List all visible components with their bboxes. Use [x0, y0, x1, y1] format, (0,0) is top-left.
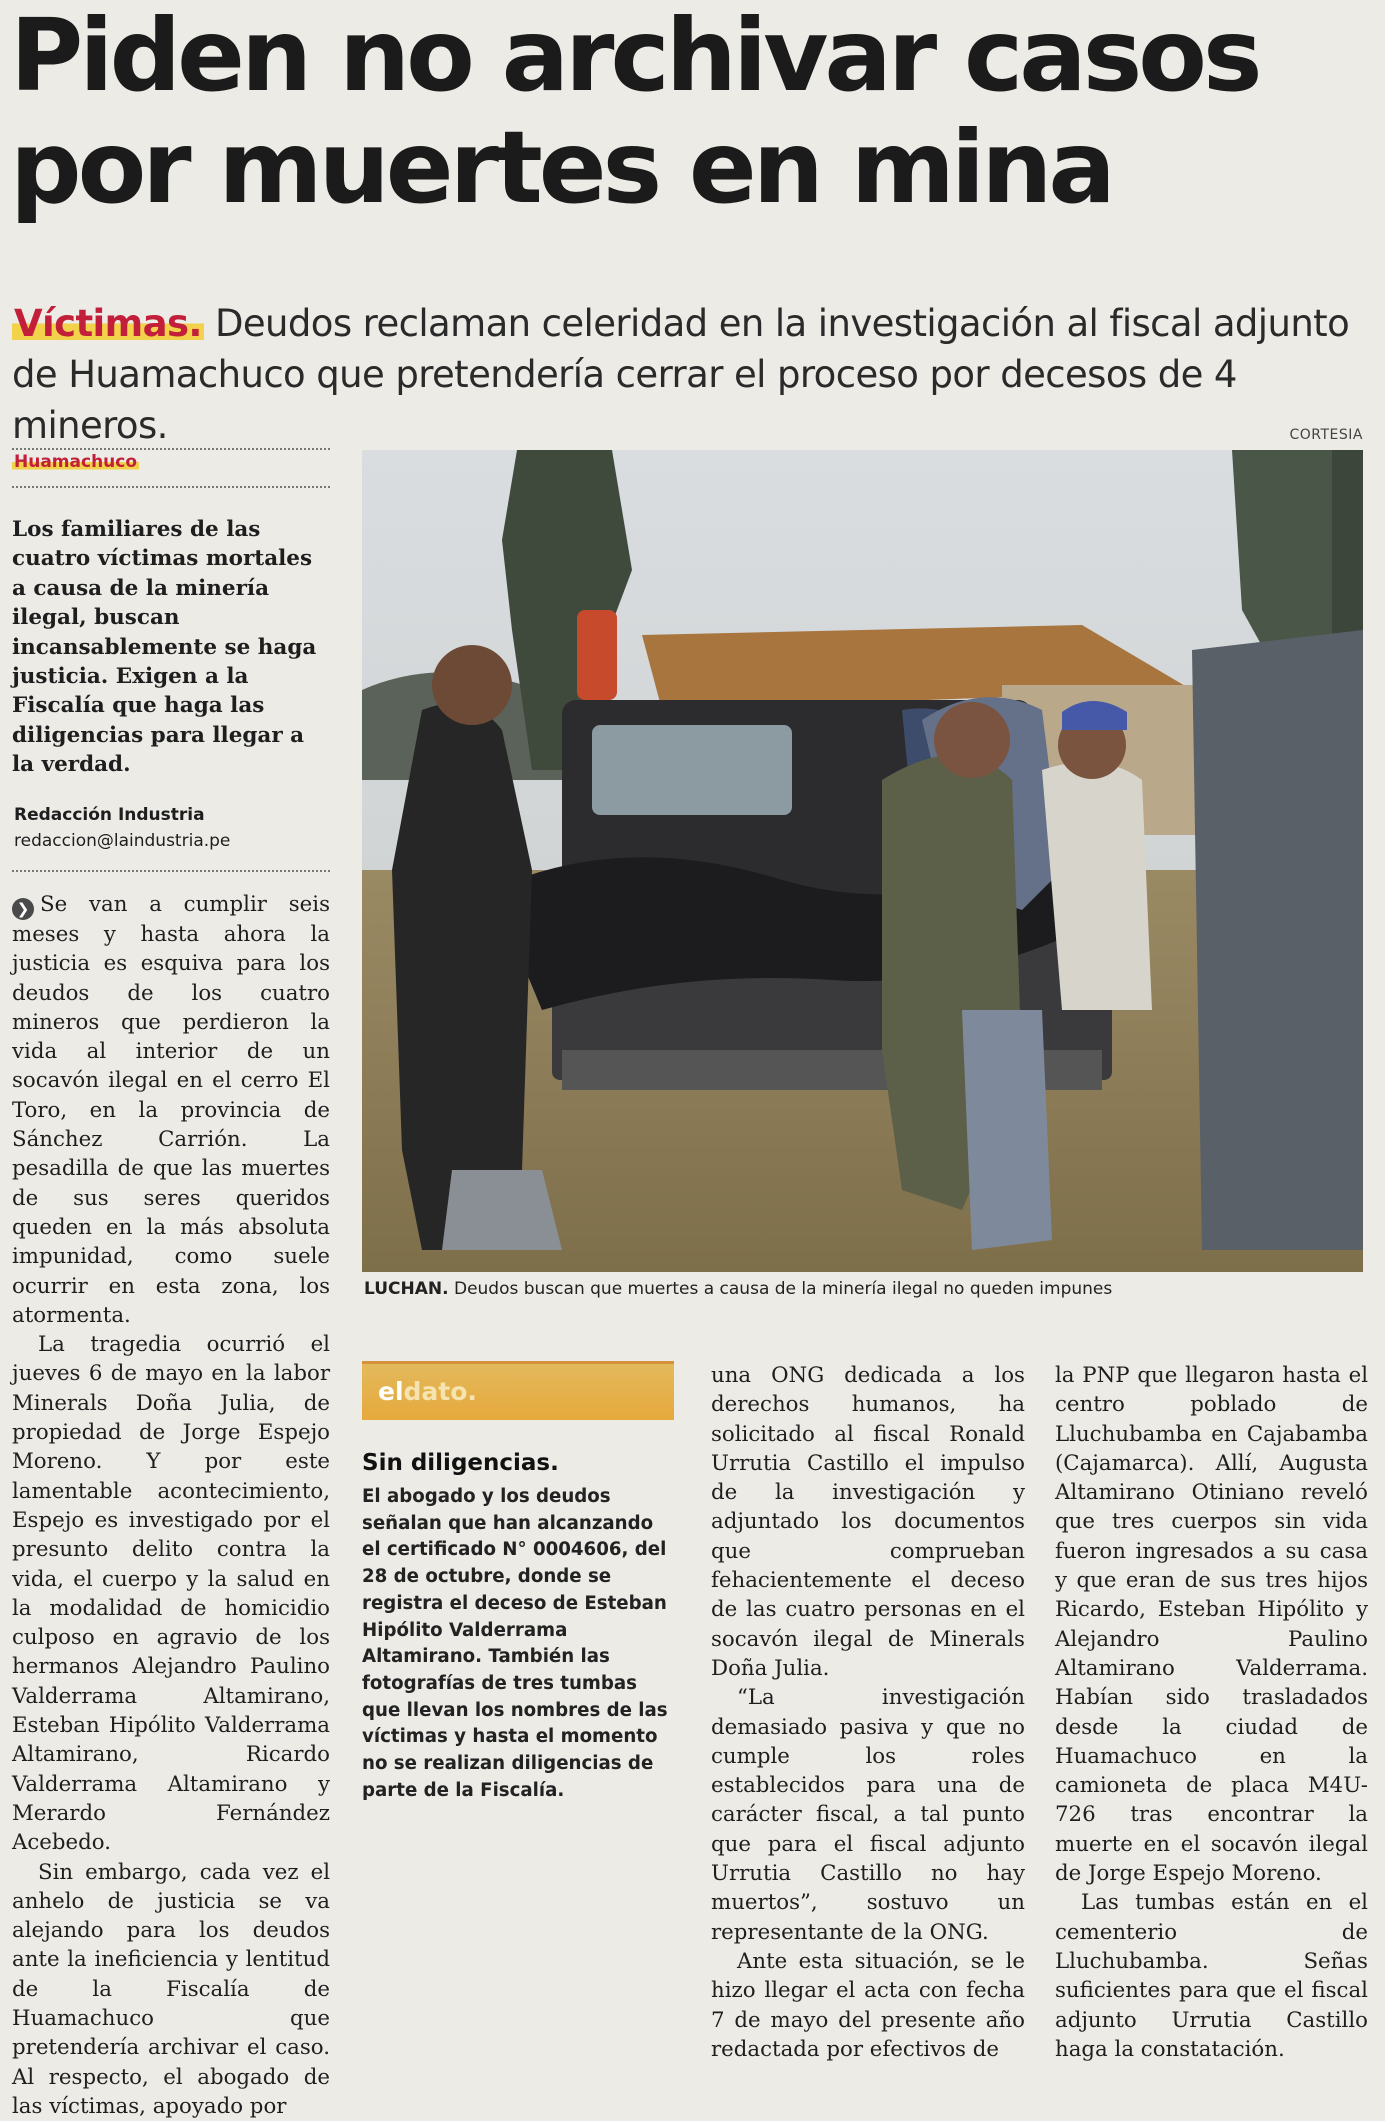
headline	[10, 0, 1370, 224]
deck	[12, 298, 1362, 451]
paragraph: la PNP que llegaron hasta el centro poblado de Lluchubamba en Cajabamba (Cajamarca). Allí, Augusta Altamirano Otiniano reveló que tres cuerpos sin vida fueron ingresados a su casa y que eran de sus tres hijos Ricardo, Esteban Hipólito y Alejandro Paulino Altamirano Valderrama. Habían sido trasladados desde la ciudad de Huamachuco en la camioneta de placa M4U-726 tras encontrar la muerte en el socavón ilegal de Jorge Espejo Moreno.	[1055, 1361, 1368, 1888]
caption-text: Deudos buscan que muertes a causa de la minería ilegal no queden impunes	[454, 1279, 1112, 1299]
photo-caption	[364, 1279, 1364, 1299]
dato-body: El abogado y los deudos señalan que han alcanzando el certificado N° 0004606, del 28 de octubre, donde se registra el deceso de Esteban Hipólito Valderrama Altamirano. También las fotografías de tres tumbas que llevan los nombres de las víctimas y hasta el momento no se realizan diligencias de parte de la Fiscalía.	[362, 1484, 677, 1804]
divider	[12, 448, 330, 450]
dato-title: Sin diligencias.	[362, 1450, 682, 1476]
el-dato-box	[362, 1361, 674, 1420]
byline-email: redaccion@laindustria.pe	[14, 828, 334, 854]
byline-name: Redacción Industria	[14, 802, 334, 828]
headline-line-2: por muertes en mina	[10, 112, 1370, 224]
photo-credit: CORTESIA	[1290, 427, 1364, 443]
section-tag: Huamachuco	[12, 452, 139, 472]
paragraph: una ONG dedicada a los derechos humanos, ha solicitado al fiscal Ronald Urrutia Castillo el impulso de la investigación y adjuntado los documentos que comprueban fehacientemente el deceso de las cuatro personas en el socavón ilegal de Minerals Doña Julia.	[711, 1361, 1025, 1683]
intro-summary: Los familiares de las cuatro víctimas mortales a causa de la minería ilegal, buscan incansablemente se haga justicia. Exigen a la Fiscalía que haga las diligencias para llegar a la verdad.	[12, 515, 332, 780]
body-column-1	[12, 890, 330, 2121]
paragraph: “La investigación demasiado pasiva y que no cumple los roles establecidos para una de carácter fiscal, a tal punto que para el fiscal adjunto Urrutia Castillo no hay muertos”, sostuvo un representante de la ONG.	[711, 1683, 1025, 1947]
news-photo	[362, 450, 1363, 1272]
body-column-4	[1055, 1361, 1368, 2064]
el-dato-label: eldato.	[378, 1377, 477, 1406]
headline-line-1: Piden no archivar casos	[10, 0, 1370, 112]
arrow-bullet-icon: ❯	[12, 898, 34, 920]
deck-kicker: Víctimas.	[12, 302, 204, 345]
paragraph: Sin embargo, cada vez el anhelo de justicia se va alejando para los deudos ante la ineficiencia y lentitud de la Fiscalía de Huamachuco que pretendería archivar el caso. Al respecto, el abogado de las víctimas, apoyado por	[12, 1858, 330, 2121]
paragraph: Las tumbas están en el cementerio de Lluchubamba. Señas suficientes para que el fiscal adjunto Urrutia Castillo haga la constatación.	[1055, 1888, 1368, 2064]
divider	[12, 486, 330, 488]
body-column-3	[711, 1361, 1025, 2064]
caption-lead: LUCHAN.	[364, 1279, 449, 1299]
paragraph: Ante esta situación, se le hizo llegar el acta con fecha 7 de mayo del presente año redactada por efectivos de	[711, 1947, 1025, 2064]
divider	[12, 870, 330, 872]
paragraph: La tragedia ocurrió el jueves 6 de mayo en la labor Minerals Doña Julia, de propiedad de Jorge Espejo Moreno. Y por este lamentable acontecimiento, Espejo es investigado por el presunto delito contra la vida, el cuerpo y la salud en la modalidad de homicidio culposo en agravio de los hermanos Alejandro Paulino Valderrama Altamirano, Esteban Hipólito Valderrama Altamirano, Ricardo Valderrama Altamirano y Merardo Fernández Acebedo.	[12, 1330, 330, 1857]
byline	[14, 802, 334, 854]
paragraph: ❯ Se van a cumplir seis meses y hasta ahora la justicia es esquiva para los deudos de los cuatro mineros que perdieron la vida al interior de un socavón ilegal en el cerro El Toro, en la provincia de Sánchez Carrión. La pesadilla de que las muertes de sus seres queridos queden en la más absoluta impunidad, como suele ocurrir en esta zona, los atormenta.	[12, 890, 330, 1330]
deck-text: Deudos reclaman celeridad en la investigación al fiscal adjunto de Huamachuco que pretendería cerrar el proceso por decesos de 4 mineros.	[12, 302, 1349, 447]
